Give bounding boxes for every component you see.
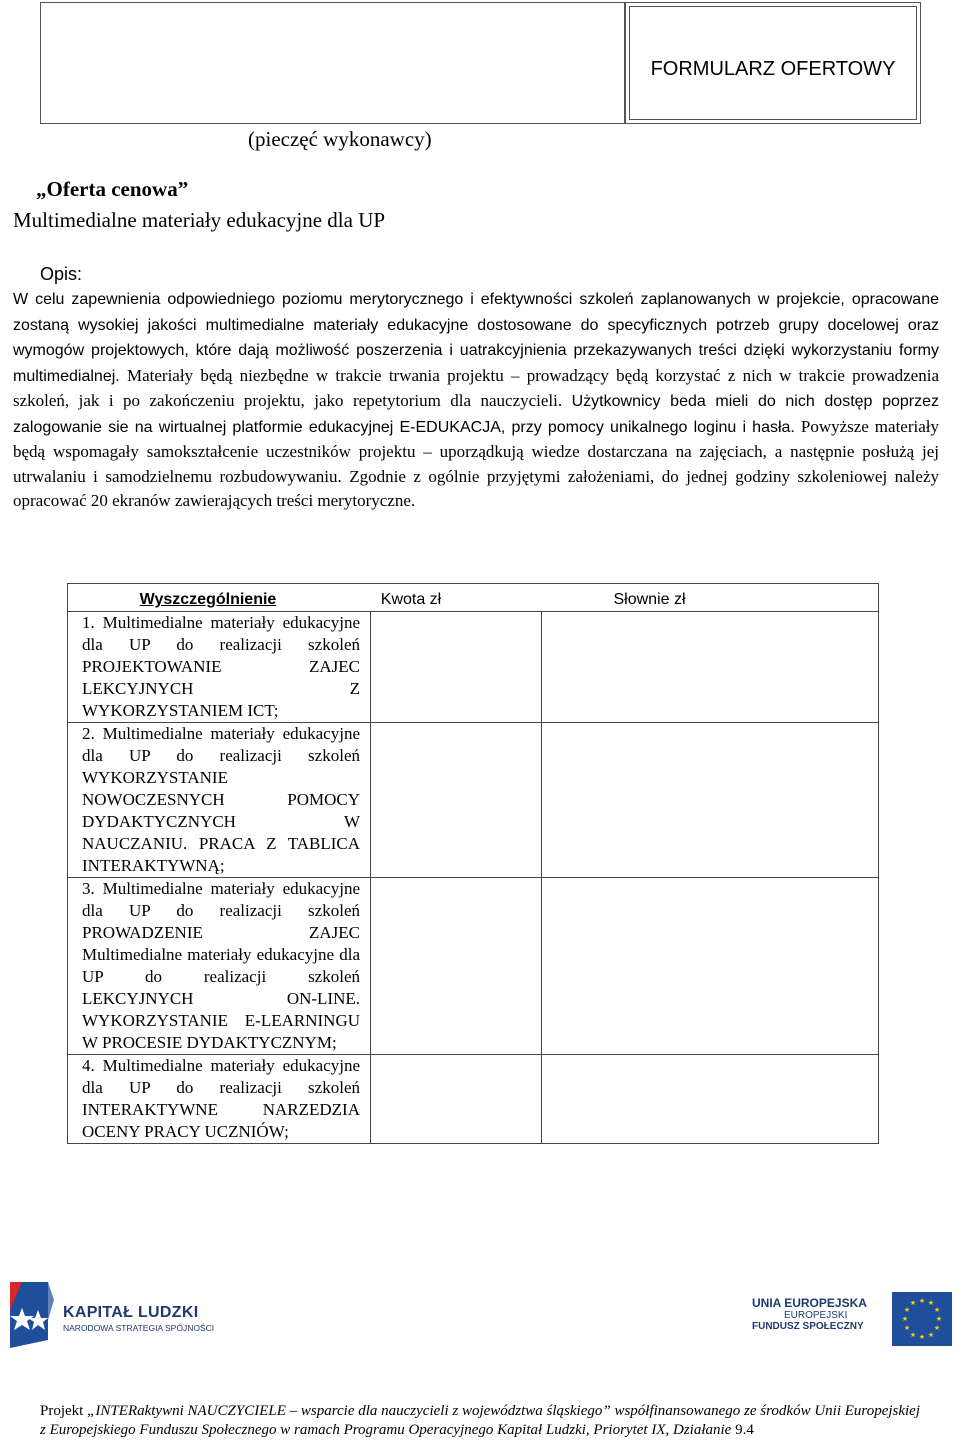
footer-note xyxy=(40,1402,920,1440)
svg-text:★: ★ xyxy=(918,1297,926,1305)
description-part-3: Użytkownicy beda mieli do nich dostęp poprzez zalogowanie sie na wirtualnej platformie edukacyjnej E-EDUKACJA, przy pomocy unikalnego loginu i hasła. xyxy=(13,393,940,436)
words-cell[interactable] xyxy=(542,612,879,723)
stamp-label: (pieczęć wykonawcy) xyxy=(248,127,432,151)
kapital-ludzki-subtitle: NARODOWA STRATEGIA SPÓJNOŚCI xyxy=(63,1323,215,1333)
svg-text:★: ★ xyxy=(901,1315,909,1323)
eu-logo xyxy=(752,1292,952,1346)
footer-prefix: Projekt xyxy=(40,1403,84,1419)
svg-text:★: ★ xyxy=(903,1306,911,1314)
kapital-ludzki-emblem-icon xyxy=(8,1280,60,1350)
svg-text:★: ★ xyxy=(927,1331,935,1339)
description-part-2: Materiały będą niezbędne w trakcie trwania projektu – prowadzący będą korzystać z nich w trakcie prowadzenia szkoleń, jak i po zakończeniu projektu, jako repetytorium dla nauczycieli. xyxy=(13,365,939,410)
offer-title: „Oferta cenowa” xyxy=(36,177,189,201)
eu-line-3: FUNDUSZ SPOŁECZNY xyxy=(752,1321,864,1332)
table-row xyxy=(68,1055,879,1144)
eu-flag-icon xyxy=(892,1292,952,1346)
header-specification: Wyszczególnienie xyxy=(139,591,277,608)
description-part-1: W celu zapewnienia odpowiedniego poziomu merytorycznego i efektywności szkoleń zaplanowanych w projekcie, opracowane zostaną wysokiej jakości multimedialne materiały edukacyjne dostosowane do specyficznych potrzeb grupy docelowej oraz wymogów projektowych, które dają możliwość poszerzenia i uatrakcyjnienia przekazywanych treści dzięki wykorzystaniu formy multimedialnej. xyxy=(13,291,939,385)
table-header xyxy=(68,584,879,612)
words-cell[interactable] xyxy=(542,1055,879,1144)
svg-text:★: ★ xyxy=(903,1324,911,1332)
kapital-ludzki-logo xyxy=(8,1280,218,1350)
eu-line-1: UNIA EUROPEJSKA xyxy=(752,1296,867,1310)
item-description: 3. Multimedialne materiały edukacyjne dla UP do realizacji szkoleń PROWADZENIE ZAJEC Multimedialne materiały edukacyjne dla UP do realizacji szkoleń LEKCYJNYCH ON-LINE. WYKORZYSTANIE E-LEARNINGU W PROCESIE DYDAKTYCZNYM; xyxy=(82,879,360,1052)
header-amount: Kwota zł xyxy=(380,591,442,608)
footer-project-text: „INTERaktywni NAUCZYCIELE – wsparcie dla nauczycieli z województwa śląskiego” współfinansowanego ze środków Unii Europejskiej z Europejskiego Funduszu Społecznego w ramach Programu Operacyjnego Kapitał Ludzki, Priorytet IX, Działanie xyxy=(40,1403,921,1438)
description-part-4: Powyższe materiały będą wspomagały samokształcenie uczestników projektu – uporządkują wiedze dostarczana na zajęciach, a następnie posłużą jej utrwalaniu i samodzielnemu rozbudowywaniu. Zgodnie z ogólnie przyjętymi założeniami, do jednej godziny szkoleniowej należy opracować 20 ekranów zawierających treści merytoryczne. xyxy=(13,416,939,510)
item-description: 1. Multimedialne materiały edukacyjne dla UP do realizacji szkoleń PROJEKTOWANIE ZAJEC LEKCYJNYCH Z WYKORZYSTANIEM ICT; xyxy=(82,613,360,720)
table-row xyxy=(68,612,879,723)
footer-suffix: 9.4 xyxy=(735,1422,754,1438)
amount-cell[interactable] xyxy=(371,878,542,1055)
description-heading: Opis: xyxy=(40,264,83,284)
item-description: 4. Multimedialne materiały edukacyjne dla UP do realizacji szkoleń INTERAKTYWNE NARZEDZIA OCENY PRACY UCZNIÓW; xyxy=(82,1056,360,1141)
svg-text:★: ★ xyxy=(933,1306,941,1314)
offer-subtitle: Multimedialne materiały edukacyjne dla UP xyxy=(13,208,386,232)
form-title: FORMULARZ OFERTOWY xyxy=(629,6,917,120)
eu-line-2: EUROPEJSKI xyxy=(784,1310,848,1321)
table-row xyxy=(68,878,879,1055)
svg-text:★: ★ xyxy=(933,1324,941,1332)
header-in-words: Słownie zł xyxy=(613,591,686,608)
amount-cell[interactable] xyxy=(371,1055,542,1144)
svg-text:★: ★ xyxy=(909,1299,917,1307)
stamp-area xyxy=(40,2,625,124)
svg-text:★: ★ xyxy=(918,1333,926,1341)
svg-text:★: ★ xyxy=(909,1331,917,1339)
svg-text:★: ★ xyxy=(935,1315,943,1323)
svg-text:★: ★ xyxy=(927,1299,935,1307)
amount-cell[interactable] xyxy=(371,723,542,878)
description-text xyxy=(13,287,939,514)
words-cell[interactable] xyxy=(542,878,879,1055)
table-row xyxy=(68,723,879,878)
form-title-box xyxy=(625,2,921,124)
item-description: 2. Multimedialne materiały edukacyjne dla UP do realizacji szkoleń WYKORZYSTANIE NOWOCZESNYCH POMOCY DYDAKTYCZNYCH W NAUCZANIU. PRACA Z TABLICA INTERAKTYWNĄ; xyxy=(82,724,360,875)
words-cell[interactable] xyxy=(542,723,879,878)
amount-cell[interactable] xyxy=(371,612,542,723)
kapital-ludzki-title: KAPITAŁ LUDZKI xyxy=(63,1304,199,1321)
offer-table xyxy=(67,583,879,1144)
